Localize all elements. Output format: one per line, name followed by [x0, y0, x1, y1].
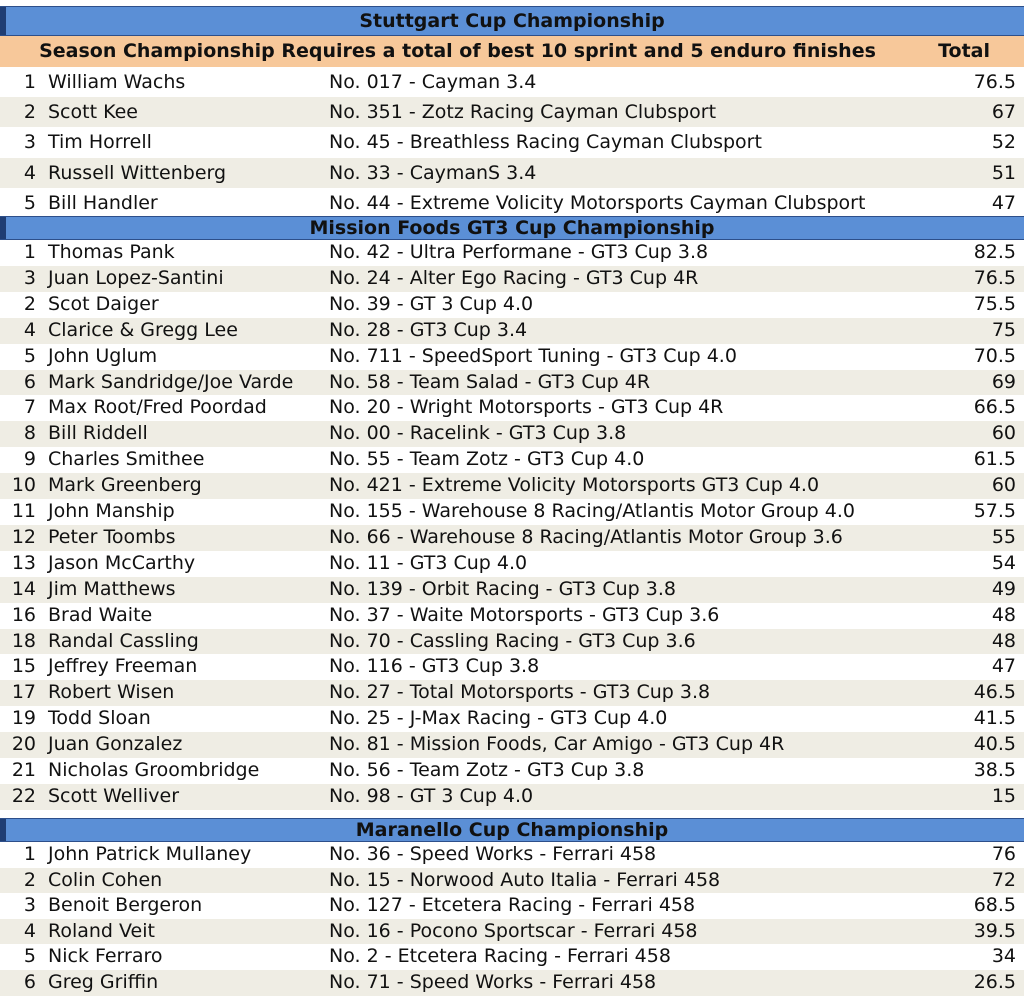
driver-name-cell: Mark Sandridge/Joe Varde — [48, 370, 294, 393]
driver-name-cell: John Manship — [48, 500, 175, 522]
car-entry-cell: No. 71 - Speed Works - Ferrari 458 — [329, 971, 657, 993]
car-entry-cell: No. 55 - Team Zotz - GT3 Cup 4.0 — [329, 448, 645, 471]
car-entry-cell: No. 116 - GT3 Cup 3.8 — [329, 655, 540, 678]
driver-name-cell: Scott Welliver — [48, 784, 180, 807]
points-total-cell: 75 — [991, 318, 1016, 341]
position-cell: 15 — [11, 655, 36, 678]
driver-name-cell: Scott Kee — [48, 101, 138, 124]
driver-name-cell: Jeffrey Freeman — [48, 655, 198, 678]
points-total-cell: 68.5 — [973, 894, 1016, 917]
car-entry-cell: No. 15 - Norwood Auto Italia - Ferrari 458 — [329, 868, 721, 891]
car-entry-cell: No. 351 - Zotz Racing Cayman Clubsport — [329, 101, 717, 124]
driver-name-cell: Tim Horrell — [48, 131, 152, 154]
points-total-cell: 82.5 — [973, 241, 1016, 263]
table-row — [0, 842, 1024, 868]
position-cell: 2 — [23, 292, 36, 315]
points-total-cell: 61.5 — [973, 448, 1016, 471]
table-row — [0, 784, 1024, 810]
position-cell: 6 — [23, 971, 36, 993]
table-row — [0, 473, 1024, 499]
points-total-cell: 49 — [991, 577, 1016, 600]
driver-name-cell: Mark Greenberg — [48, 474, 202, 497]
table-row — [0, 266, 1024, 292]
car-entry-cell: No. 00 - Racelink - GT3 Cup 3.8 — [329, 422, 627, 445]
section-header-accent — [0, 7, 6, 35]
points-total-cell: 38.5 — [973, 759, 1016, 781]
season-requirement-label: Season Championship Requires a total of best 10 sprint and 5 enduro finishes — [39, 40, 876, 62]
total-column-header: Total — [938, 40, 990, 62]
position-cell: 12 — [11, 525, 36, 548]
position-cell: 4 — [23, 161, 36, 184]
points-total-cell: 52 — [991, 131, 1016, 154]
table-row — [0, 67, 1024, 97]
table-row — [0, 893, 1024, 919]
position-cell: 9 — [23, 448, 36, 471]
driver-name-cell: Roland Veit — [48, 919, 155, 942]
points-total-cell: 75.5 — [973, 292, 1016, 315]
car-entry-cell: No. 37 - Waite Motorsports - GT3 Cup 3.6 — [329, 603, 720, 626]
position-cell: 4 — [23, 318, 36, 341]
driver-name-cell: Max Root/Fred Poordad — [48, 396, 267, 419]
points-total-cell: 66.5 — [973, 396, 1016, 419]
table-row — [0, 292, 1024, 318]
points-total-cell: 46.5 — [973, 681, 1016, 704]
position-cell: 5 — [23, 945, 36, 968]
driver-name-cell: Clarice & Gregg Lee — [48, 318, 238, 341]
driver-name-cell: Russell Wittenberg — [48, 161, 227, 184]
car-entry-cell: No. 139 - Orbit Racing - GT3 Cup 3.8 — [329, 577, 676, 600]
position-cell: 5 — [23, 344, 36, 367]
position-cell: 11 — [11, 500, 36, 522]
car-entry-cell: No. 81 - Mission Foods, Car Amigo - GT3 Cup 4R — [329, 733, 785, 756]
table-row — [0, 629, 1024, 655]
section-title: Maranello Cup Championship — [355, 819, 669, 841]
position-cell: 1 — [23, 843, 36, 865]
table-row — [0, 680, 1024, 706]
table-row — [0, 97, 1024, 127]
driver-name-cell: John Patrick Mullaney — [48, 843, 252, 865]
points-total-cell: 54 — [991, 551, 1016, 574]
car-entry-cell: No. 45 - Breathless Racing Cayman Clubsport — [329, 131, 762, 154]
points-total-cell: 47 — [991, 655, 1016, 678]
table-row — [0, 240, 1024, 266]
table-row — [0, 158, 1024, 188]
table-row — [0, 421, 1024, 447]
car-entry-cell: No. 39 - GT 3 Cup 4.0 — [329, 292, 534, 315]
position-cell: 1 — [23, 241, 36, 263]
position-cell: 16 — [11, 603, 36, 626]
points-total-cell: 72 — [991, 868, 1016, 891]
driver-name-cell: William Wachs — [48, 71, 186, 93]
driver-name-cell: Juan Gonzalez — [48, 733, 183, 756]
table-row — [0, 551, 1024, 577]
car-entry-cell: No. 16 - Pocono Sportscar - Ferrari 458 — [329, 919, 698, 942]
driver-name-cell: Robert Wisen — [48, 681, 175, 704]
position-cell: 10 — [11, 474, 36, 497]
car-entry-cell: No. 711 - SpeedSport Tuning - GT3 Cup 4.0 — [329, 344, 737, 367]
position-cell: 2 — [23, 868, 36, 891]
car-entry-cell: No. 36 - Speed Works - Ferrari 458 — [329, 843, 657, 865]
points-total-cell: 34 — [991, 945, 1016, 968]
position-cell: 3 — [23, 131, 36, 154]
car-entry-cell: No. 44 - Extreme Volicity Motorsports Cayman Clubsport — [329, 191, 866, 214]
car-entry-cell: No. 2 - Etcetera Racing - Ferrari 458 — [329, 945, 671, 968]
position-cell: 18 — [11, 629, 36, 652]
section-title: Stuttgart Cup Championship — [359, 10, 665, 32]
position-cell: 2 — [23, 101, 36, 124]
driver-name-cell: John Uglum — [48, 344, 158, 367]
table-row — [0, 706, 1024, 732]
table-row — [0, 654, 1024, 680]
table-row — [0, 758, 1024, 784]
position-cell: 3 — [23, 266, 36, 289]
points-total-cell: 26.5 — [973, 971, 1016, 993]
points-total-cell: 70.5 — [973, 344, 1016, 367]
driver-name-cell: Benoit Bergeron — [48, 894, 203, 917]
points-total-cell: 67 — [991, 101, 1016, 124]
position-cell: 5 — [23, 191, 36, 214]
points-total-cell: 76.5 — [973, 266, 1016, 289]
position-cell: 22 — [11, 784, 36, 807]
position-cell: 8 — [23, 422, 36, 445]
position-cell: 6 — [23, 370, 36, 393]
car-entry-cell: No. 70 - Cassling Racing - GT3 Cup 3.6 — [329, 629, 696, 652]
table-row — [0, 370, 1024, 396]
points-total-cell: 48 — [991, 603, 1016, 626]
position-cell: 14 — [11, 577, 36, 600]
driver-name-cell: Todd Sloan — [48, 707, 151, 730]
points-total-cell: 57.5 — [973, 500, 1016, 522]
table-row — [0, 318, 1024, 344]
section-header-accent — [0, 217, 6, 239]
car-entry-cell: No. 25 - J-Max Racing - GT3 Cup 4.0 — [329, 707, 668, 730]
driver-name-cell: Greg Griffin — [48, 971, 159, 993]
season-requirement-row — [0, 36, 1024, 67]
points-total-cell: 41.5 — [973, 707, 1016, 730]
position-cell: 21 — [11, 759, 36, 781]
table-row — [0, 395, 1024, 421]
points-total-cell: 60 — [991, 422, 1016, 445]
table-row — [0, 603, 1024, 629]
table-row — [0, 127, 1024, 157]
section-header — [0, 216, 1024, 240]
car-entry-cell: No. 56 - Team Zotz - GT3 Cup 3.8 — [329, 759, 645, 781]
points-total-cell: 48 — [991, 629, 1016, 652]
points-total-cell: 76 — [991, 843, 1016, 865]
points-total-cell: 47 — [991, 191, 1016, 214]
driver-name-cell: Jim Matthews — [48, 577, 176, 600]
section-title: Mission Foods GT3 Cup Championship — [309, 217, 715, 239]
driver-name-cell: Nicholas Groombridge — [48, 759, 260, 781]
driver-name-cell: Juan Lopez-Santini — [48, 266, 224, 289]
points-total-cell: 51 — [991, 161, 1016, 184]
table-row — [0, 188, 1024, 218]
table-row — [0, 732, 1024, 758]
section-header — [0, 6, 1024, 36]
table-row — [0, 499, 1024, 525]
table-row — [0, 447, 1024, 473]
points-total-cell: 69 — [991, 370, 1016, 393]
car-entry-cell: No. 017 - Cayman 3.4 — [329, 71, 537, 93]
car-entry-cell: No. 66 - Warehouse 8 Racing/Atlantis Motor Group 3.6 — [329, 525, 843, 548]
table-row — [0, 577, 1024, 603]
driver-name-cell: Nick Ferraro — [48, 945, 163, 968]
car-entry-cell: No. 28 - GT3 Cup 3.4 — [329, 318, 528, 341]
driver-name-cell: Randal Cassling — [48, 629, 199, 652]
points-total-cell: 60 — [991, 474, 1016, 497]
position-cell: 7 — [23, 396, 36, 419]
section-header — [0, 818, 1024, 842]
car-entry-cell: No. 98 - GT 3 Cup 4.0 — [329, 784, 534, 807]
position-cell: 4 — [23, 919, 36, 942]
driver-name-cell: Scot Daiger — [48, 292, 159, 315]
position-cell: 20 — [11, 733, 36, 756]
points-total-cell: 55 — [991, 525, 1016, 548]
points-total-cell: 15 — [991, 784, 1016, 807]
driver-name-cell: Brad Waite — [48, 603, 153, 626]
driver-name-cell: Charles Smithee — [48, 448, 205, 471]
car-entry-cell: No. 33 - CaymanS 3.4 — [329, 161, 537, 184]
position-cell: 1 — [23, 71, 36, 93]
car-entry-cell: No. 20 - Wright Motorsports - GT3 Cup 4R — [329, 396, 724, 419]
position-cell: 19 — [11, 707, 36, 730]
car-entry-cell: No. 155 - Warehouse 8 Racing/Atlantis Motor Group 4.0 — [329, 500, 855, 522]
table-row — [0, 344, 1024, 370]
table-row — [0, 970, 1024, 996]
points-total-cell: 40.5 — [973, 733, 1016, 756]
driver-name-cell: Peter Toombs — [48, 525, 176, 548]
driver-name-cell: Colin Cohen — [48, 868, 163, 891]
car-entry-cell: No. 11 - GT3 Cup 4.0 — [329, 551, 528, 574]
position-cell: 13 — [11, 551, 36, 574]
driver-name-cell: Thomas Pank — [48, 241, 175, 263]
car-entry-cell: No. 24 - Alter Ego Racing - GT3 Cup 4R — [329, 266, 699, 289]
driver-name-cell: Bill Riddell — [48, 422, 148, 445]
table-row — [0, 944, 1024, 970]
position-cell: 17 — [11, 681, 36, 704]
table-row — [0, 919, 1024, 945]
points-total-cell: 76.5 — [973, 71, 1016, 93]
points-total-cell: 39.5 — [973, 919, 1016, 942]
table-row — [0, 868, 1024, 894]
section-header-accent — [0, 819, 6, 841]
car-entry-cell: No. 27 - Total Motorsports - GT3 Cup 3.8 — [329, 681, 711, 704]
table-row — [0, 525, 1024, 551]
car-entry-cell: No. 127 - Etcetera Racing - Ferrari 458 — [329, 894, 696, 917]
position-cell: 3 — [23, 894, 36, 917]
car-entry-cell: No. 42 - Ultra Performane - GT3 Cup 3.8 — [329, 241, 709, 263]
car-entry-cell: No. 58 - Team Salad - GT3 Cup 4R — [329, 370, 651, 393]
driver-name-cell: Jason McCarthy — [48, 551, 196, 574]
car-entry-cell: No. 421 - Extreme Volicity Motorsports GT3 Cup 4.0 — [329, 474, 820, 497]
driver-name-cell: Bill Handler — [48, 191, 158, 214]
